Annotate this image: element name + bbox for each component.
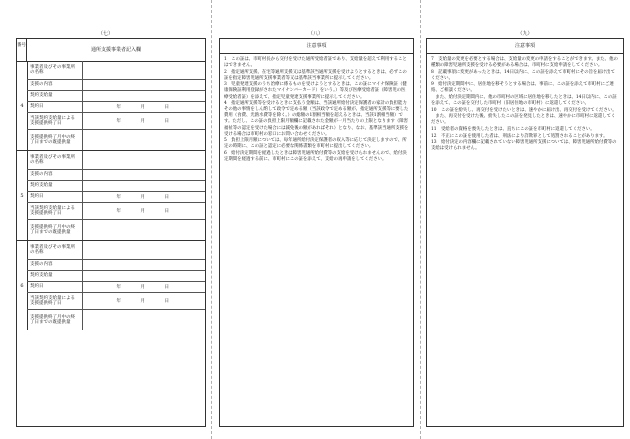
note-item: また、給付決定期間内に、他の市町村の区域に居住地を移したときは、14日以内に、この証を添えて、この証を交付した市町村（旧居住地の市町村）に返還してください。 bbox=[431, 95, 617, 107]
table-row bbox=[27, 170, 205, 181]
day-mark: 日 bbox=[164, 299, 169, 304]
row-label-content: 支援の内容 bbox=[27, 260, 83, 270]
page-number-label: （七） bbox=[97, 31, 113, 37]
row-label-end-month-status: 支援提供終了月中の終了日までの既提供量 bbox=[27, 130, 83, 150]
notes-body bbox=[220, 54, 413, 167]
row-label-contract-amount: 契約支給量 bbox=[27, 181, 83, 191]
table-row bbox=[27, 61, 205, 80]
month-mark: 月 bbox=[140, 299, 145, 304]
row-label-content: 支援の内容 bbox=[27, 170, 83, 180]
row-label-content: 支援の内容 bbox=[27, 80, 83, 90]
month-mark: 月 bbox=[140, 119, 145, 124]
table-row bbox=[27, 80, 205, 91]
row-label-end-date: 当該契約支給量による支援提供終了日 bbox=[27, 203, 83, 219]
row-label-contract-amount: 契約支給量 bbox=[27, 271, 83, 281]
table-row bbox=[27, 282, 205, 293]
table-row bbox=[27, 181, 205, 192]
row-label-end-date: 当該契約支給量による支援提供終了日 bbox=[27, 113, 83, 129]
row-label-business: 事業者及びその事業所の名称 bbox=[27, 61, 83, 79]
row-label-end-date: 当該契約支給量による支援提供終了日 bbox=[27, 293, 83, 309]
note-item: 3 児童発達支援のうち治療に係るものを受けようとするときは、この証にマイナ保険証（健康保険証利用登録がされたマイナンバーカード）をいう。）等及び医療受給者証（障害児の医療受給者証）を添えて、指定児童発達支援事業所に提示してください。 bbox=[224, 82, 407, 100]
notes-title: 注意事項 bbox=[427, 39, 623, 54]
date-field[interactable] bbox=[97, 203, 205, 219]
notes-box bbox=[219, 38, 414, 427]
notes-title: 注意事項 bbox=[220, 39, 413, 54]
note-item: 9 給付決定期間中に、居住地を移そうとする場合は、事前に、この証を添えて市町村にご連絡、ご相談ください。 bbox=[431, 82, 614, 94]
note-item: 7 支給量の変更を必要とする場合は、支給量の変更の申請をすることができます。また、他の種類の障害児通所支援を受ける必要がある場合は、市町村に支給申請をしてください。 bbox=[431, 57, 618, 69]
group-number: 5 bbox=[17, 151, 28, 240]
date-field[interactable] bbox=[97, 293, 205, 309]
note-item: 10 この証を紛失し、再交付を受けたいときは、速やかに届け出、再交付を受けてください。 bbox=[431, 107, 617, 113]
date-field[interactable] bbox=[97, 113, 205, 129]
table-row bbox=[27, 113, 205, 130]
table-row bbox=[27, 310, 205, 330]
notes-body bbox=[427, 54, 623, 156]
table-row bbox=[27, 192, 205, 203]
table-row bbox=[27, 241, 205, 260]
table-row bbox=[27, 260, 205, 271]
note-item: 11 受給者の資格を喪失したときは、直ちにこの証を市町村に返還してください。 bbox=[431, 127, 595, 133]
row-label-business: 事業者及びその事業所の名称 bbox=[27, 151, 83, 169]
year-mark: 年 bbox=[116, 209, 121, 214]
row-label-end-month-status: 支援提供終了月中の終了日までの既提供量 bbox=[27, 220, 83, 240]
table-row bbox=[27, 151, 205, 170]
table-row bbox=[27, 293, 205, 310]
row-label-contract-date: 契約日 bbox=[27, 192, 83, 202]
year-mark: 年 bbox=[116, 285, 121, 290]
note-item: 2 指定通所支援、在宅等通所支援又は基準該当通所支援を受けようとするときは、必ずこの証を指定障害児通所支援事業者等又は基準該当事業所に提示してください。 bbox=[224, 69, 407, 81]
page-eight bbox=[211, 0, 420, 439]
date-field[interactable] bbox=[97, 282, 205, 292]
day-mark: 日 bbox=[164, 119, 169, 124]
year-mark: 年 bbox=[116, 105, 121, 110]
row-label-end-month-status: 支援提供終了月中の終了日までの既提供量 bbox=[27, 310, 83, 330]
table-title: 通所支援事業者記入欄 bbox=[90, 47, 141, 53]
day-mark: 日 bbox=[164, 209, 169, 214]
month-mark: 月 bbox=[140, 285, 145, 290]
note-item: 13 給付決定の内容欄に記載されていない障害児通所支援については、障害児通所給付費等の支給は受けられません。 bbox=[431, 140, 617, 152]
page-number-label: （八） bbox=[307, 31, 323, 37]
table-row bbox=[27, 271, 205, 282]
group-number: 4 bbox=[17, 61, 28, 150]
row-label-contract-date: 契約日 bbox=[27, 102, 83, 112]
month-mark: 月 bbox=[140, 105, 145, 110]
date-field[interactable] bbox=[97, 102, 205, 112]
year-mark: 年 bbox=[116, 299, 121, 304]
note-item: 12 不正にこの証を使用した者は、刑法により詐欺罪として処罰されることがあります。 bbox=[431, 133, 608, 139]
row-label-business: 事業者及びその事業所の名称 bbox=[27, 241, 83, 259]
table-row bbox=[27, 91, 205, 102]
table-row bbox=[27, 203, 205, 220]
note-item: 1 この証は、市町村長から交付を受けた通所受給者証であり、支給量を超えて利用することはできません。 bbox=[224, 57, 407, 69]
page-nine bbox=[420, 0, 630, 439]
date-field[interactable] bbox=[97, 192, 205, 202]
page-seven bbox=[0, 0, 211, 439]
month-mark: 月 bbox=[140, 209, 145, 214]
table-header bbox=[17, 39, 205, 62]
page-number-label: （九） bbox=[517, 31, 533, 37]
notes-box bbox=[426, 38, 624, 427]
row-label-contract-amount: 契約支給量 bbox=[27, 91, 83, 101]
note-item: 4 指定通所支援等を受けるときに支払う金額は、当該通所給付決定保護者の家計の負担能力その他の事情をしん酌して政令で定める額（当該政令で定める額が、指定通所支援等に要した費用（食費、光熱水費等を除く。）の総額の1割相当額を超えるときは、当該1割相当額）です。ただし、この証の負担上限月額欄に記載された金額が一月当たりの上限となります（障害福祉等の認定を受けた場合には減免後の額があればそれ）となり、なお、基準該当通所支援を受ける場合は市町村の窓口にお問い合わせください。 bbox=[224, 101, 409, 137]
note-item: 8 記載事項に変更があったときは、14日以内に、この証を添えて市町村にその旨を届け出てください。 bbox=[431, 69, 615, 81]
provider-group bbox=[17, 151, 205, 241]
note-item: また、再交付を受けた後、紛失したこの証を発見したときは、速やかに市町村に返還してください。 bbox=[431, 114, 616, 126]
note-item: 6 給付決定期間を経過したときは障害児通所給付費等の支給を受けられませんので、給付決定期間を経過する前に、市町村にこの証を添えて、支給の再申請をしてください。 bbox=[224, 150, 407, 162]
day-mark: 日 bbox=[164, 285, 169, 290]
table-row bbox=[27, 220, 205, 240]
provider-entry-table bbox=[16, 38, 206, 427]
day-mark: 日 bbox=[164, 105, 169, 110]
number-column-header: 番号 bbox=[17, 39, 27, 61]
month-mark: 月 bbox=[140, 195, 145, 200]
row-label-contract-date: 契約日 bbox=[27, 282, 83, 292]
day-mark: 日 bbox=[164, 195, 169, 200]
table-row bbox=[27, 102, 205, 113]
year-mark: 年 bbox=[116, 119, 121, 124]
group-number: 6 bbox=[17, 241, 28, 330]
table-row bbox=[27, 130, 205, 150]
note-item: 5 負担上限月額については、毎年通所給付決定保護者の収入等に応じて決定しますので、所定の時期に、この証と認定に必要な関係書類を市町村に提出してください。 bbox=[224, 138, 407, 150]
provider-group bbox=[17, 61, 205, 151]
provider-group bbox=[17, 241, 205, 330]
year-mark: 年 bbox=[116, 195, 121, 200]
